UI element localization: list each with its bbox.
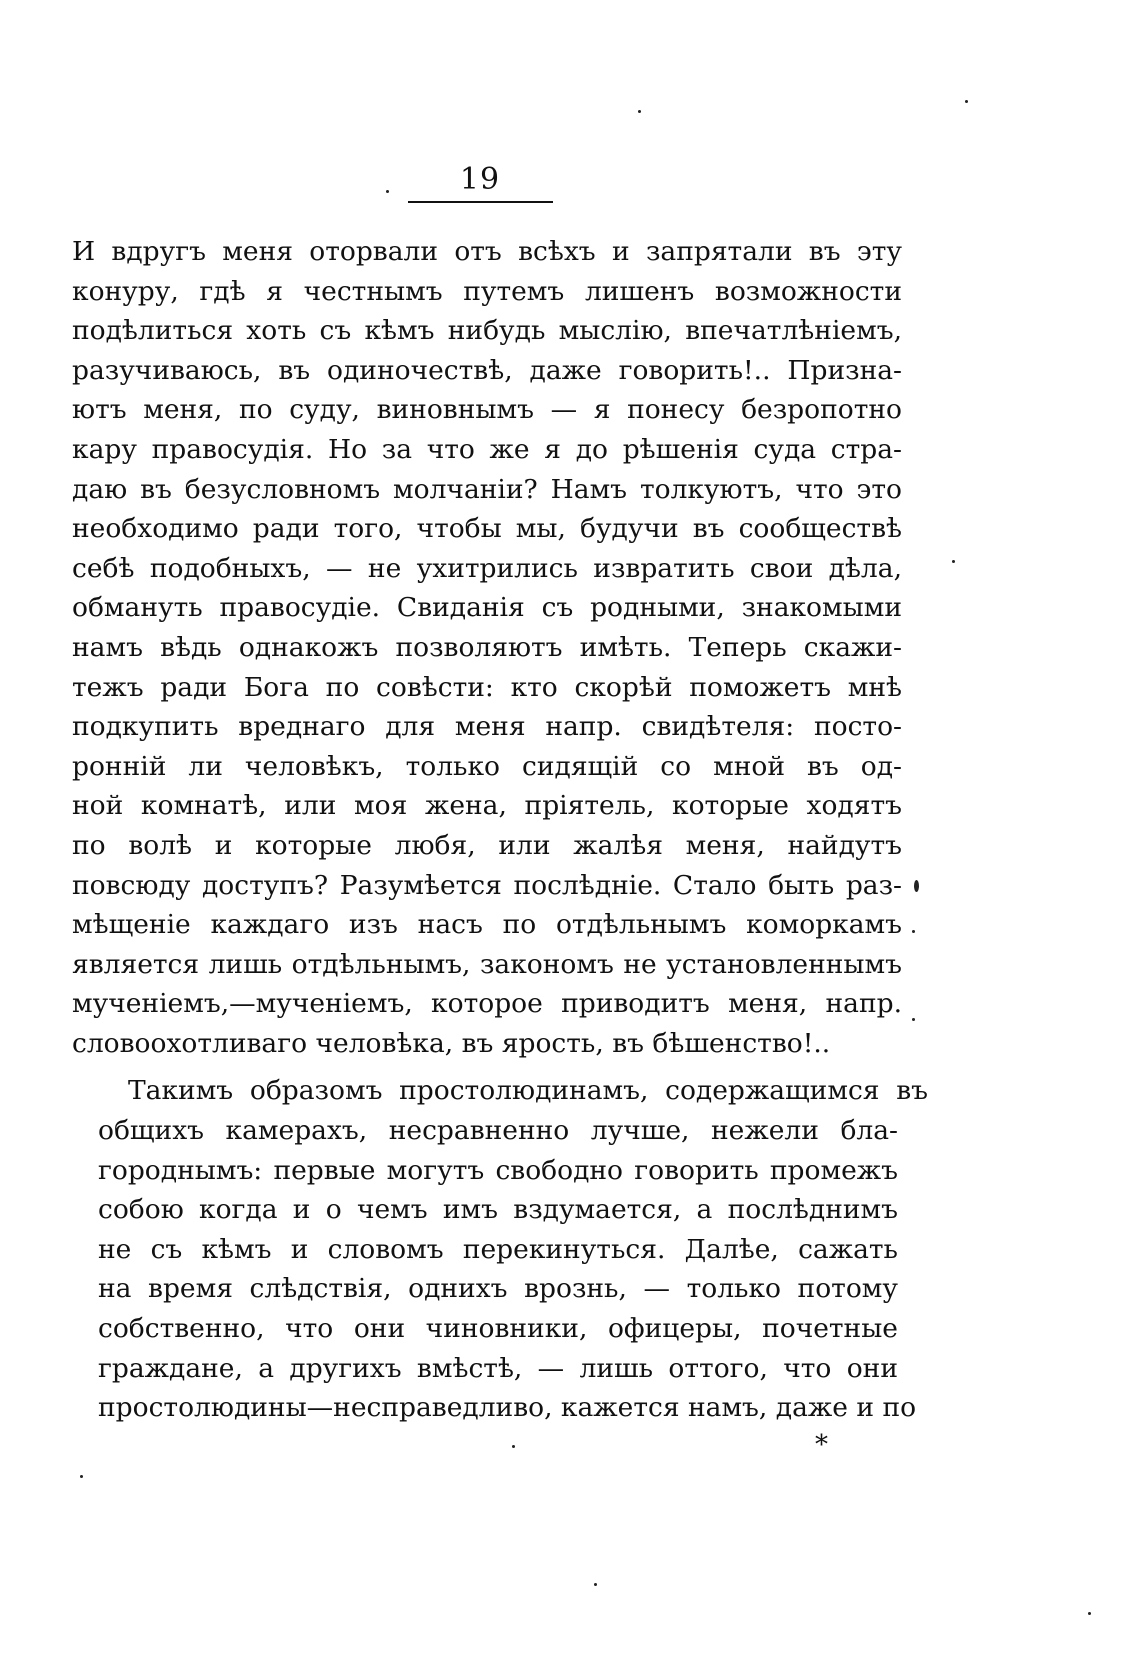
text-line: словоохотливаго человѣка, въ ярость, въ бѣшенство!..	[72, 1027, 831, 1059]
scan-speck	[80, 1475, 83, 1478]
text-line: граждане, а другихъ вмѣстѣ, — лишь оттого, что они	[98, 1352, 898, 1384]
text-line: городнымъ: первые могутъ свободно говорить промежъ	[98, 1154, 898, 1186]
text-line: себѣ подобныхъ, — не ухитрились извратить свои дѣла,	[72, 552, 902, 584]
text-line: мѣщеніе каждаго изъ насъ по отдѣльнымъ коморкамъ	[72, 909, 902, 941]
text-line: конуру, гдѣ я честнымъ путемъ лишенъ возможности	[72, 275, 902, 307]
text-line: подкупить вреднаго для меня напр. свидѣтеля: посто-	[72, 711, 902, 743]
scan-speck	[912, 1018, 915, 1021]
page-number: 19	[459, 162, 501, 197]
text-line: ной комнатѣ, или моя жена, пріятель, которые ходятъ	[72, 790, 902, 822]
scan-speck	[594, 1583, 597, 1586]
text-line: общихъ камерахъ, несравненно лучше, нежели бла-	[98, 1115, 898, 1147]
text-line: разучиваюсь, въ одиночествѣ, даже говорить!.. Призна-	[72, 354, 902, 386]
footnote-mark: *	[815, 1430, 828, 1460]
text-line: необходимо ради того, чтобы мы, будучи въ сообществѣ	[72, 513, 902, 545]
text-line: собою когда и о чемъ имъ вздумается, а послѣднимъ	[98, 1194, 898, 1226]
text-line: И вдругъ меня оторвали отъ всѣхъ и запрятали въ эту	[72, 236, 902, 267]
text-line: ютъ меня, по суду, виновнымъ — я понесу безропотно	[72, 394, 902, 426]
scan-speck	[914, 880, 919, 892]
text-line: обмануть правосудіе. Свиданія съ родными, знакомыми	[72, 592, 902, 624]
scan-speck	[386, 190, 389, 193]
text-line: подѣлиться хоть съ кѣмъ нибудь мыслію, впечатлѣніемъ,	[72, 315, 902, 347]
scan-speck	[952, 560, 955, 563]
text-line: на время слѣдствія, однихъ врознь, — только потому	[98, 1273, 898, 1305]
header-rule	[408, 201, 553, 203]
paragraph-2	[72, 1071, 928, 1427]
text-line: даю въ безусловномъ молчаніи? Намъ толкуютъ, что это	[72, 473, 902, 505]
text-line: намъ вѣдь однакожъ позволяютъ имѣть. Теперь скажи-	[72, 631, 902, 663]
scan-speck	[912, 930, 915, 933]
scan-speck	[512, 1445, 515, 1448]
body-text	[72, 232, 928, 1428]
paragraph-1	[72, 232, 902, 1063]
scan-speck	[1088, 1612, 1091, 1615]
text-line: мученіемъ,—мученіемъ, которое приводитъ меня, напр.	[72, 988, 902, 1020]
scan-speck	[965, 100, 968, 103]
text-line: простолюдины—несправедливо, кажется намъ, даже и по	[98, 1392, 917, 1424]
text-line: по волѣ и которые любя, или жалѣя меня, найдутъ	[72, 829, 902, 861]
text-line: тежъ ради Бога по совѣсти: кто скорѣй поможетъ мнѣ	[72, 671, 902, 703]
text-line: кару правосудія. Но за что же я до рѣшенія суда стра-	[72, 433, 902, 465]
text-line: не съ кѣмъ и словомъ перекинуться. Далѣе, сажать	[98, 1233, 898, 1265]
text-line: собственно, что они чиновники, офицеры, почетные	[98, 1313, 898, 1345]
text-line: Такимъ образомъ простолюдинамъ, содержащимся въ	[128, 1075, 928, 1107]
text-line: является лишь отдѣльнымъ, закономъ не установленнымъ	[72, 948, 902, 980]
text-line: повсюду доступъ? Разумѣется послѣдніе. Стало быть раз-	[72, 869, 902, 901]
scan-speck	[638, 110, 641, 113]
text-line: ронній ли человѣкъ, только сидящій со мной въ од-	[72, 750, 902, 782]
